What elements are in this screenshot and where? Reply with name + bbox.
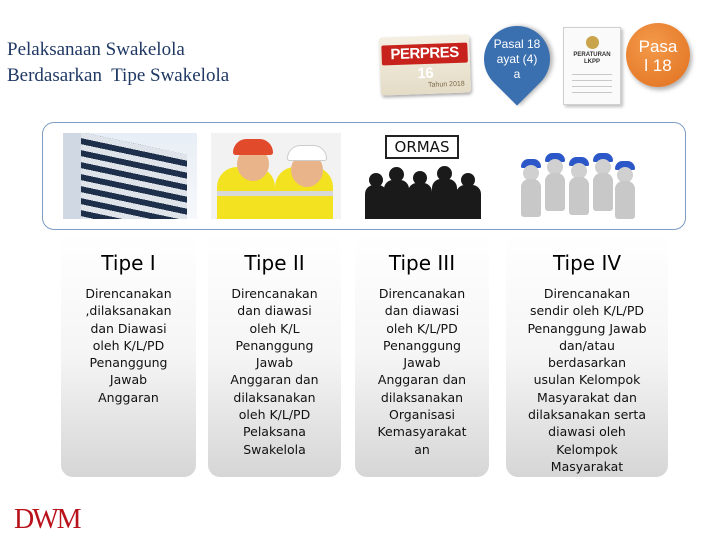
lkpp-line-1: PERATURAN xyxy=(573,52,611,58)
page-title xyxy=(7,37,327,89)
desc-line: Swakelola xyxy=(243,441,306,457)
garuda-emblem-icon xyxy=(586,36,599,49)
desc-line: Kelompok xyxy=(556,441,618,457)
perpres-16-book xyxy=(379,34,471,95)
building-edge xyxy=(63,133,81,219)
desc-line: ,dilaksanakan xyxy=(85,303,172,319)
ormas-image xyxy=(363,133,483,219)
orange-text xyxy=(626,37,690,75)
doc-rule xyxy=(572,92,612,93)
tipe-ii-description xyxy=(212,285,337,458)
lkpp-doc-title xyxy=(566,52,618,66)
tipe-iv-column xyxy=(506,234,668,477)
image-banner xyxy=(42,122,686,230)
desc-line: dan Diawasi xyxy=(90,320,167,336)
desc-line: dilaksanakan serta xyxy=(527,407,646,423)
desc-line: oleh K/L xyxy=(249,320,300,336)
desc-line: Organisasi xyxy=(389,407,455,423)
desc-line: diawasi oleh xyxy=(548,424,626,440)
tipe-i-description xyxy=(65,285,192,406)
desc-line: Direncanakan xyxy=(378,286,466,301)
white-helmet-icon xyxy=(287,145,327,161)
desc-line: Jawab xyxy=(255,355,294,371)
desc-line: dilaksanakan xyxy=(380,389,464,405)
peraturan-lkpp-document xyxy=(563,27,621,105)
tipe-i-title: Tipe I xyxy=(101,251,156,275)
desc-line: Penanggung xyxy=(235,337,314,353)
desc-line: usulan Kelompok xyxy=(533,372,641,388)
perpres-year: Tahun 2018 xyxy=(427,80,465,89)
desc-line: dan diawasi xyxy=(384,303,460,319)
desc-line: Kemasyarakat xyxy=(377,424,467,440)
desc-line: Pelaksana xyxy=(243,424,306,440)
desc-line: Penanggung xyxy=(383,337,461,353)
title-line-1: Pelaksanaan Swakelola xyxy=(7,39,185,60)
desc-line: berdasarkan xyxy=(547,355,627,371)
doc-rule xyxy=(572,74,612,75)
desc-line: dan diawasi xyxy=(237,303,312,319)
desc-line: oleh K/L/PD xyxy=(386,320,458,336)
desc-line: Anggaran dan xyxy=(230,372,319,388)
pin-line-3: a xyxy=(513,67,521,81)
dwm-logo: DWM xyxy=(14,504,80,535)
desc-line: Anggaran dan xyxy=(377,372,467,388)
tipe-ii-title: Tipe II xyxy=(244,251,305,275)
desc-line: Masyarakat dan xyxy=(537,389,637,405)
pin-line-1: Pasal 18 xyxy=(493,37,541,51)
orange-line-2: l 18 xyxy=(644,56,672,75)
desc-line: Jawab xyxy=(109,372,148,388)
orange-line-1: Pasa xyxy=(638,37,678,56)
tipe-iv-description xyxy=(510,285,664,475)
desc-line: Anggaran xyxy=(98,389,159,405)
tipe-iii-column xyxy=(355,234,489,477)
desc-line: an xyxy=(414,441,430,457)
perpres-label: PERPRES 16 xyxy=(381,43,468,66)
desc-line: Direncanakan xyxy=(543,286,631,301)
desc-line: oleh K/L/PD xyxy=(92,337,165,353)
tipe-ii-column xyxy=(208,234,341,477)
desc-line: Jawab xyxy=(403,355,441,371)
tipe-iii-description xyxy=(359,285,485,458)
pin-text xyxy=(482,37,552,82)
doc-rule xyxy=(572,86,612,87)
desc-line: Direncanakan xyxy=(85,286,172,301)
desc-line: Penanggung Jawab xyxy=(527,320,647,336)
workers-image xyxy=(211,133,341,219)
tipe-iii-title: Tipe III xyxy=(388,251,456,275)
red-helmet-icon xyxy=(233,139,273,155)
ormas-label: ORMAS xyxy=(385,135,459,159)
tipe-iv-title: Tipe IV xyxy=(552,251,622,275)
desc-line: Penanggung xyxy=(89,355,168,371)
pin-line-2: ayat (4) xyxy=(496,52,538,66)
desc-line: dan/atau xyxy=(559,337,615,353)
group-figures-image xyxy=(507,133,643,219)
desc-line: Direncanakan xyxy=(231,286,318,301)
desc-line: dilaksanakan xyxy=(233,389,316,405)
doc-rule xyxy=(572,80,612,81)
desc-line: oleh K/L/PD xyxy=(238,407,311,423)
title-line-2: Berdasarkan Tipe Swakelola xyxy=(7,65,230,86)
building-image xyxy=(63,133,197,219)
building-facade xyxy=(77,133,187,219)
lkpp-line-2: LKPP xyxy=(583,59,600,65)
desc-line: sendir oleh K/L/PD xyxy=(529,303,645,319)
tipe-i-column xyxy=(61,234,196,477)
desc-line: Masyarakat xyxy=(550,458,624,474)
